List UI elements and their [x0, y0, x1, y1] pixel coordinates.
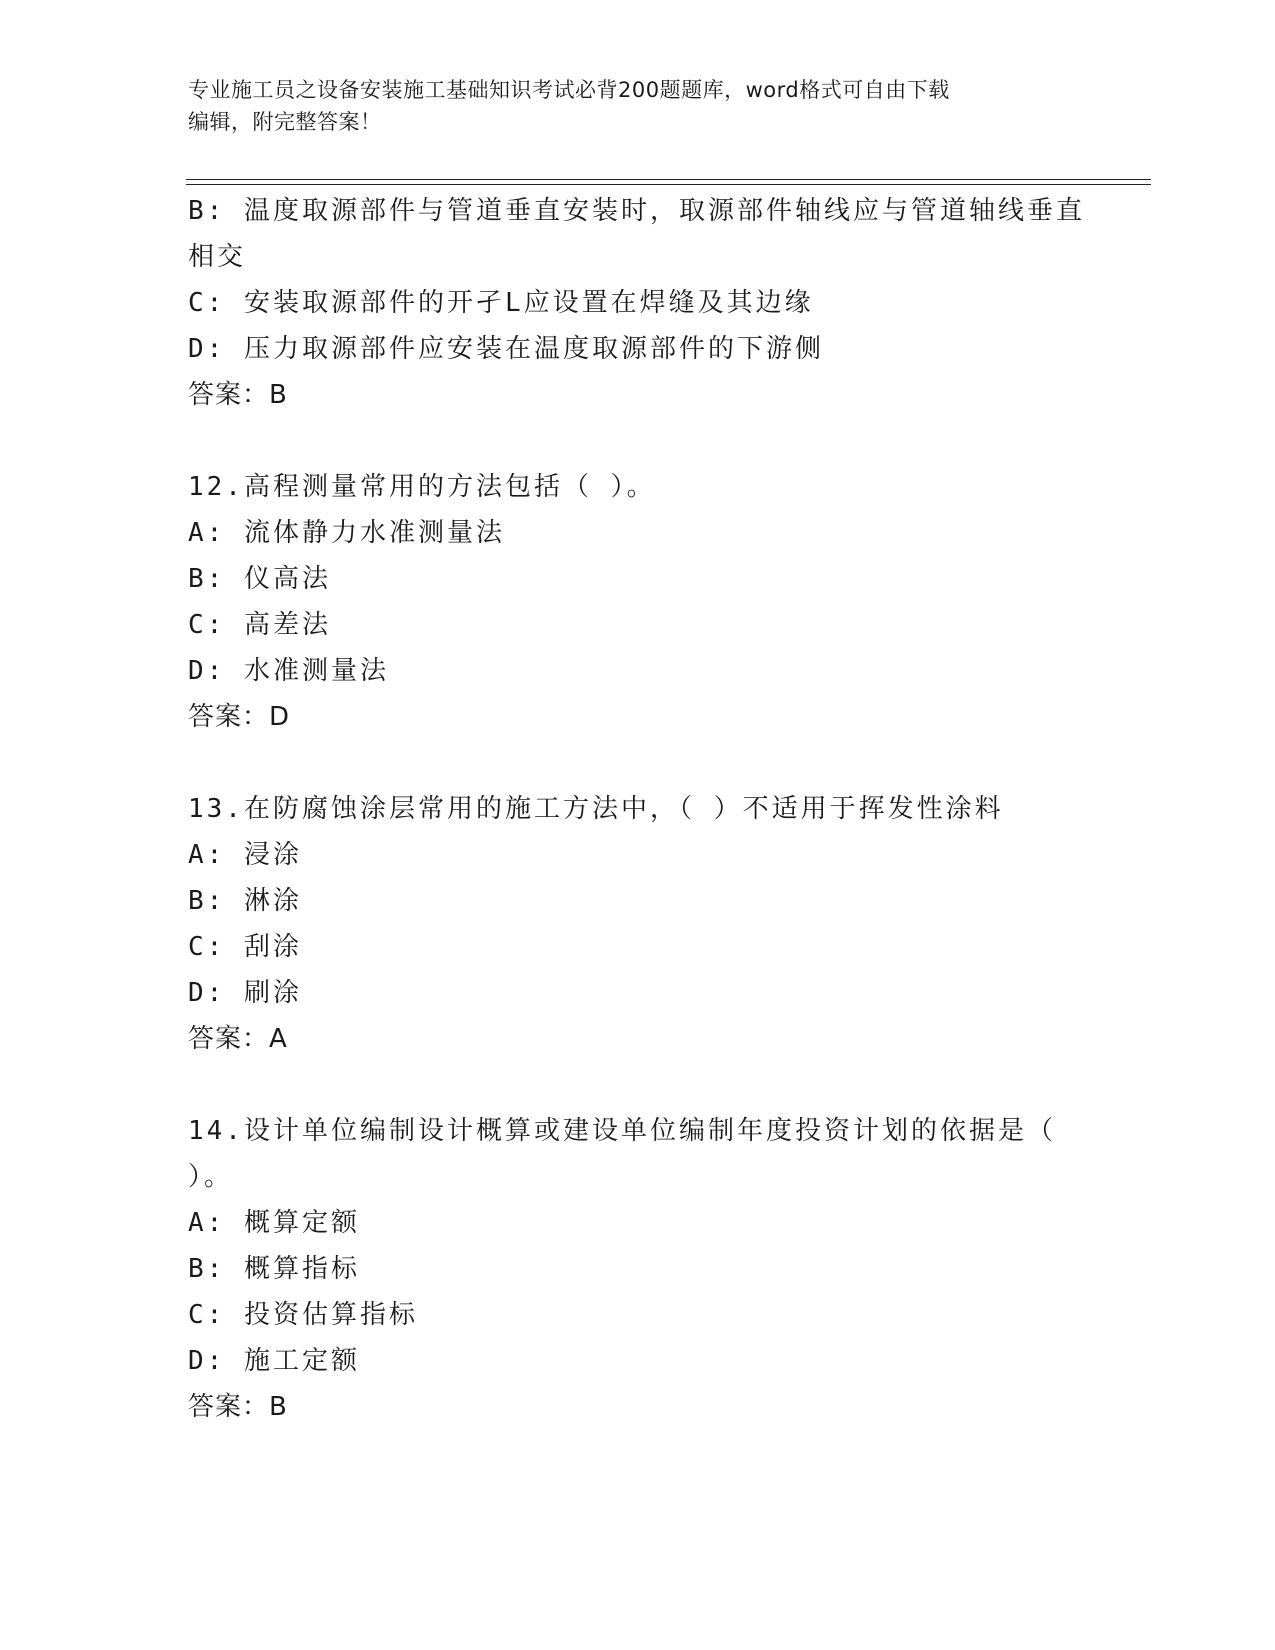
question-text: 12.高程测量常用的方法包括（ ）。 [188, 472, 656, 502]
header-divider-top [186, 179, 1151, 180]
question-14 [188, 1108, 1088, 1430]
document-header [188, 74, 1088, 138]
header-divider-bottom [186, 184, 1151, 185]
option-d: D: 刷涂 [188, 978, 302, 1008]
option-c: C: 安装取源部件的开孑L应设置在焊缝及其边缘 [188, 288, 814, 318]
option-c: C: 刮涂 [188, 932, 302, 962]
option-c: C: 高差法 [188, 610, 331, 640]
question-text-continued: ）。 [188, 1162, 234, 1192]
spacer [188, 740, 1088, 786]
option-b: B: 仪高法 [188, 564, 331, 594]
spacer [188, 418, 1088, 464]
option-a: A: 概算定额 [188, 1208, 360, 1238]
answer: 答案：B [188, 1392, 288, 1422]
answer: 答案：D [188, 702, 291, 732]
question-11 [188, 188, 1088, 418]
option-b: B: 温度取源部件与管道垂直安装时，取源部件轴线应与管道轴线垂直 [188, 196, 1085, 226]
option-b: B: 概算指标 [188, 1254, 360, 1284]
option-d: D: 施工定额 [188, 1346, 360, 1376]
spacer [188, 1062, 1088, 1108]
question-text: 13.在防腐蚀涂层常用的施工方法中，（ ）不适用于挥发性涂料 [188, 794, 1004, 824]
option-a: A: 流体静力水准测量法 [188, 518, 505, 548]
header-title-line2: 编辑，附完整答案！ [188, 110, 382, 134]
header-title-line1: 专业施工员之设备安装施工基础知识考试必背200题题库，word格式可自由下载 [188, 78, 950, 102]
question-list [188, 188, 1088, 1430]
option-a: A: 浸涂 [188, 840, 302, 870]
question-12 [188, 464, 1088, 740]
option-d: D: 水准测量法 [188, 656, 389, 686]
option-b: B: 淋涂 [188, 886, 302, 916]
question-text: 14.设计单位编制设计概算或建设单位编制年度投资计划的依据是（ [188, 1116, 1056, 1146]
option-c: C: 投资估算指标 [188, 1300, 418, 1330]
answer: 答案：B [188, 380, 288, 410]
answer: 答案：A [188, 1024, 288, 1054]
question-13 [188, 786, 1088, 1062]
option-d: D: 压力取源部件应安装在温度取源部件的下游侧 [188, 334, 824, 364]
option-b-continued: 相交 [188, 242, 247, 272]
